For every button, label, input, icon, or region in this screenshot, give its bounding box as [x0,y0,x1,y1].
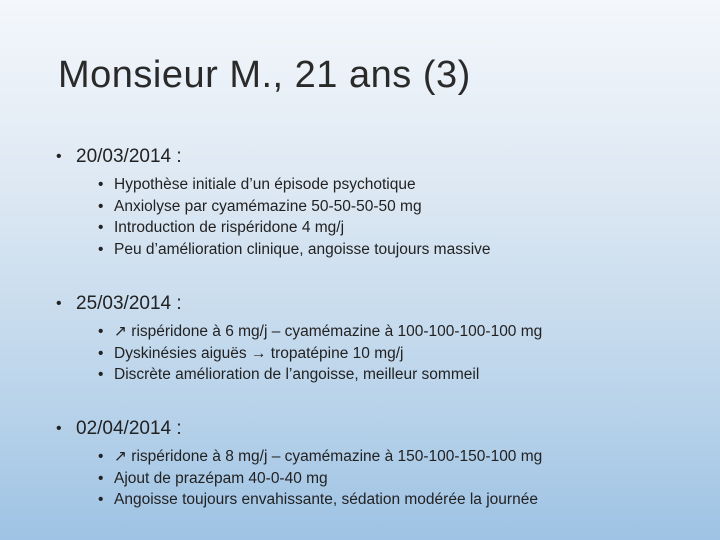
bullet-icon: • [98,448,104,465]
bullet-icon: • [98,344,104,362]
list-item: • ↗ rispéridone à 8 mg/j – cyamémazine à 150-100-150-100 mg [98,446,706,468]
section-date: 25/03/2014 : [76,293,182,314]
section-heading [56,418,706,440]
bullet-icon: • [98,219,104,236]
bullet-icon: • [56,420,62,437]
section-25-03-2014 [56,293,706,386]
list-item: • Anxiolyse par cyamémazine 50-50-50-50 mg [98,196,706,218]
list-item: • Peu d’amélioration clinique, angoisse toujours massive [98,239,706,261]
section-heading [56,293,706,315]
sub-list [98,446,706,511]
sub-list [98,174,706,260]
slide-title: Monsieur M., 21 ans (3) [58,54,471,96]
bullet-icon: • [98,469,104,487]
list-item: • ↗ rispéridone à 6 mg/j – cyamémazine à 100-100-100-100 mg [98,321,706,343]
bullet-icon: • [98,176,104,193]
bullet-icon: • [98,197,104,215]
bullet-icon: • [56,295,62,312]
sub-list [98,321,706,386]
section-heading [56,146,706,168]
list-item: • Discrète amélioration de l’angoisse, meilleur sommeil [98,364,706,386]
list-item: • Ajout de prazépam 40-0-40 mg [98,468,706,490]
list-item: • Angoisse toujours envahissante, sédation modérée la journée [98,489,706,511]
bullet-icon: • [98,366,104,383]
section-date: 20/03/2014 : [76,146,182,167]
section-02-04-2014 [56,418,706,511]
section-date: 02/04/2014 : [76,418,182,439]
bullet-icon: • [98,323,104,340]
list-item: • Dyskinésies aiguës → tropatépine 10 mg/j [98,343,706,365]
section-20-03-2014 [56,146,706,260]
list-item: • Hypothèse initiale d’un épisode psychotique [98,174,706,196]
bullet-icon: • [98,491,104,508]
list-item: • Introduction de rispéridone 4 mg/j [98,217,706,239]
bullet-icon: • [56,148,62,165]
bullet-icon: • [98,240,104,258]
